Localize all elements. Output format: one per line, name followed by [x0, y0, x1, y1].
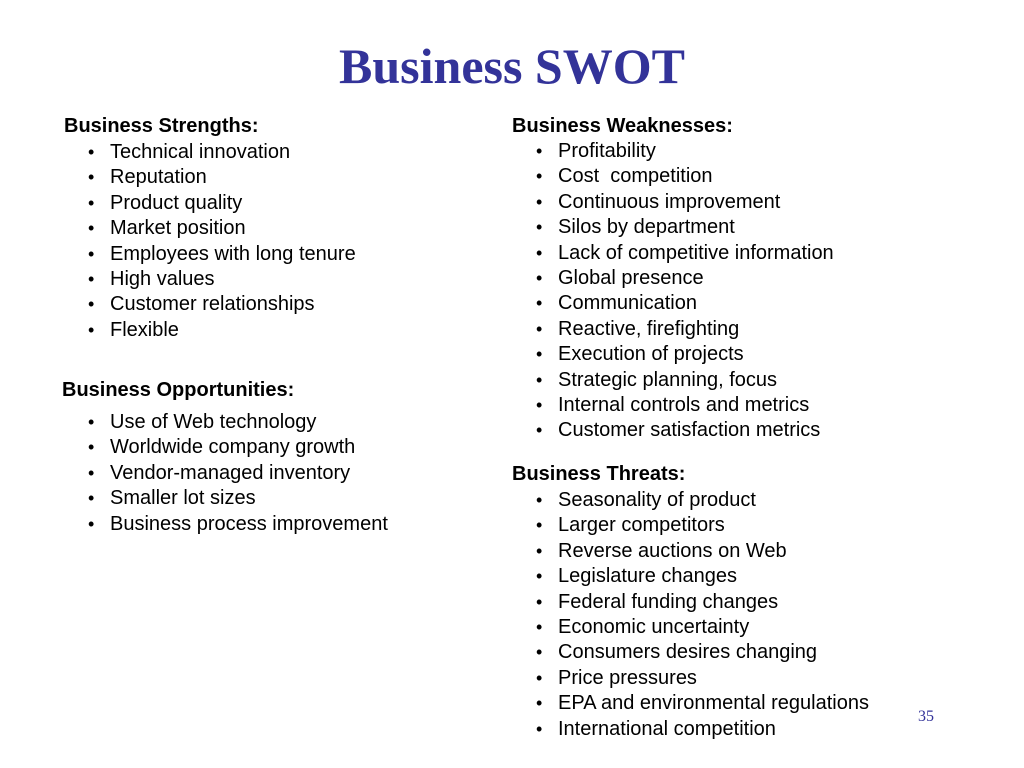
list-item: • Smaller lot sizes: [84, 486, 388, 511]
list-item: • Global presence: [532, 266, 834, 291]
page-number: 35: [918, 708, 934, 725]
list-item: • Continuous improvement: [532, 190, 834, 215]
weaknesses-heading: Business Weaknesses:: [512, 115, 733, 137]
list-item: • Technical innovation: [84, 140, 356, 165]
list-item: • Reputation: [84, 165, 356, 190]
list-item: • Lack of competitive information: [532, 241, 834, 266]
list-item: • Reactive, firefighting: [532, 317, 834, 342]
threats-section: [512, 462, 869, 742]
list-item: • Internal controls and metrics: [532, 393, 834, 418]
weaknesses-list: [512, 139, 834, 444]
list-item: • Employees with long tenure: [84, 242, 356, 267]
slide-title: Business SWOT: [339, 38, 685, 94]
weaknesses-section: [512, 114, 834, 444]
list-item: • Economic uncertainty: [532, 615, 869, 640]
list-item: • Business process improvement: [84, 512, 388, 537]
list-item: • Cost competition: [532, 164, 834, 189]
strengths-heading: Business Strengths:: [64, 115, 259, 137]
list-item: • EPA and environmental regulations: [532, 691, 869, 716]
list-item: • Worldwide company growth: [84, 435, 388, 460]
list-item: • Market position: [84, 216, 356, 241]
list-item: • Larger competitors: [532, 513, 869, 538]
threats-heading: Business Threats:: [512, 463, 686, 485]
list-item: • Communication: [532, 291, 834, 316]
strengths-list: [64, 140, 356, 343]
list-item: • Seasonality of product: [532, 488, 869, 513]
threats-list: [512, 488, 869, 742]
list-item: • Customer relationships: [84, 292, 356, 317]
list-item: • High values: [84, 267, 356, 292]
list-item: • Use of Web technology: [84, 410, 388, 435]
list-item: • Customer satisfaction metrics: [532, 418, 834, 443]
list-item: • Consumers desires changing: [532, 640, 869, 665]
list-item: • Flexible: [84, 318, 356, 343]
list-item: • Profitability: [532, 139, 834, 164]
opportunities-section: [62, 378, 388, 537]
list-item: • Silos by department: [532, 215, 834, 240]
opportunities-list: [62, 410, 388, 537]
list-item: • International competition: [532, 717, 869, 742]
list-item: • Product quality: [84, 191, 356, 216]
list-item: • Vendor-managed inventory: [84, 461, 388, 486]
list-item: • Price pressures: [532, 666, 869, 691]
list-item: • Federal funding changes: [532, 590, 869, 615]
list-item: • Strategic planning, focus: [532, 368, 834, 393]
strengths-section: [64, 114, 356, 343]
opportunities-heading: Business Opportunities:: [62, 379, 295, 401]
list-item: • Execution of projects: [532, 342, 834, 367]
list-item: • Reverse auctions on Web: [532, 539, 869, 564]
list-item: • Legislature changes: [532, 564, 869, 589]
